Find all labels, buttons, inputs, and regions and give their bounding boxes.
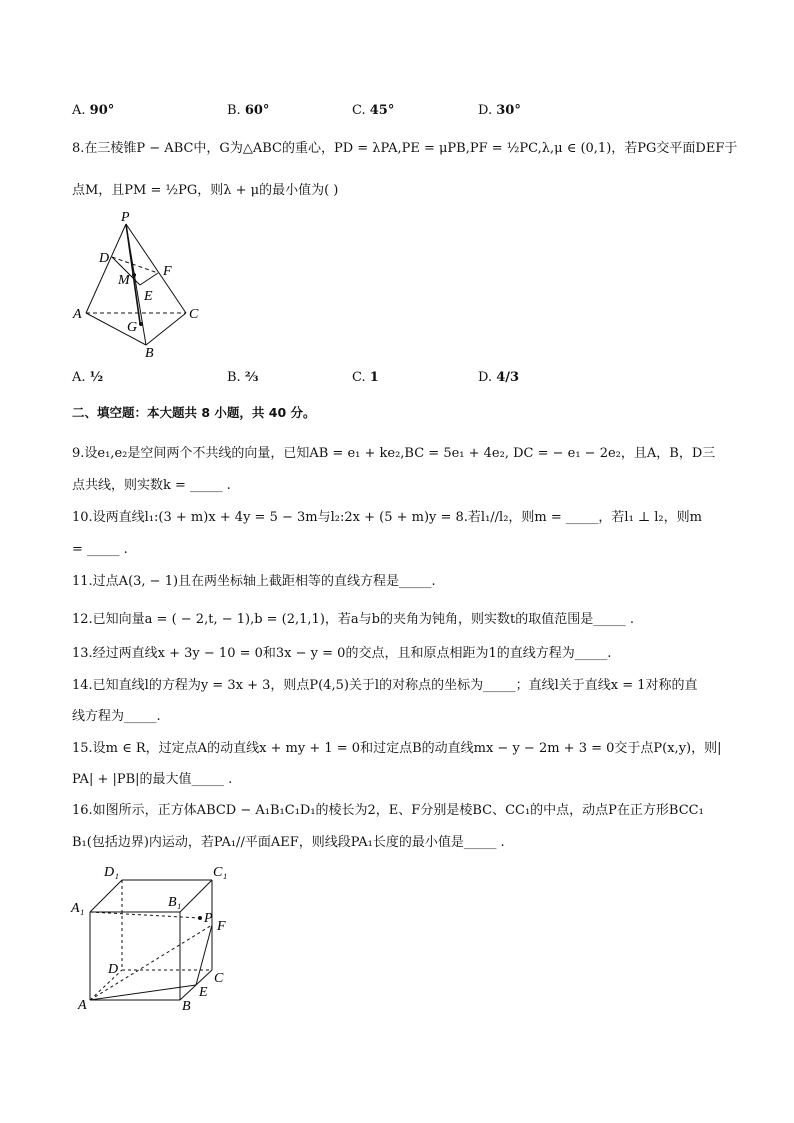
q16-label-p: P bbox=[204, 911, 213, 926]
q8-label-g: G bbox=[127, 320, 138, 335]
q16-label-c: C bbox=[214, 971, 224, 986]
q10-text-line1: 10.设两直线l₁:(3 + m)x + 4y = 5 − 3m与l₂:2x + (5 + m)y = 8.若l₁//l₂，则m = _____，若l₁ ⊥ l₂，则m bbox=[72, 510, 702, 525]
q16-label-e: E bbox=[199, 985, 208, 1000]
q8-option-b: B. ⅔ bbox=[227, 370, 259, 385]
q9-text-line2: 点共线，则实数k = _____ . bbox=[72, 478, 231, 493]
q16-label-d: D bbox=[108, 962, 119, 977]
q8-option-d: D. 4/3 bbox=[478, 370, 520, 385]
q7-options bbox=[72, 103, 712, 123]
q16-label-b: B bbox=[182, 999, 191, 1014]
q8-label-m: M bbox=[118, 273, 130, 288]
q8-tetrahedron-figure bbox=[68, 205, 218, 360]
q7-option-d: D. 30° bbox=[478, 103, 521, 118]
q14-text-line1: 14.已知直线l的方程为y = 3x + 3，则点P(4,5)关于l的对称点的坐标为_____；直线l关于直线x = 1对称的直 bbox=[72, 678, 698, 693]
q15-text-line1: 15.设m ∈ R，过定点A的动直线x + my + 1 = 0和过定点B的动直线mx − y − 2m + 3 = 0交于点P(x,y)，则| bbox=[72, 741, 722, 756]
q16-label-b1: B₁ bbox=[168, 895, 182, 910]
section2-header: 二、填空题：本大题共 8 小题，共 40 分。 bbox=[72, 405, 316, 420]
q8-option-c: C. 1 bbox=[352, 370, 379, 385]
q9-text-line1: 9.设e₁,e₂是空间两个不共线的向量，已知AB = e₁ + ke₂,BC = 5e₁ + 4e₂, DC = − e₁ − 2e₂，且A，B，D三 bbox=[72, 446, 716, 461]
q16-label-d1: D₁ bbox=[104, 865, 119, 880]
q8-label-p: P bbox=[121, 210, 130, 225]
q14-text-line2: 线方程为_____. bbox=[72, 709, 161, 724]
q8-options bbox=[72, 370, 712, 390]
q8-option-a: A. ½ bbox=[72, 370, 104, 385]
q16-text-line2: B₁(包括边界)内运动，若PA₁//平面AEF，则线段PA₁长度的最小值是_____ . bbox=[72, 835, 505, 850]
q8-text-line1: 8.在三棱锥P − ABC中，G为△ABC的重心，PD = λPA,PE = μPB,PF = ½PC,λ,μ ∈ (0,1)，若PG交平面DEF于 bbox=[72, 141, 738, 156]
q8-label-a: A bbox=[73, 307, 82, 322]
q10-text-line2: = _____ . bbox=[72, 542, 128, 557]
q8-text-line2: 点M，且PM = ½PG，则λ + μ的最小值为( ) bbox=[72, 183, 339, 198]
q7-option-c: C. 45° bbox=[352, 103, 395, 118]
q15-text-line2: PA| + |PB|的最大值_____ . bbox=[72, 772, 233, 787]
q16-text-line1: 16.如图所示，正方体ABCD − A₁B₁C₁D₁的棱长为2，E、F分别是棱BC、CC₁的中点，动点P在正方形BCC₁ bbox=[72, 803, 704, 818]
q12-text: 12.已知向量a = ( − 2,t, − 1),b = (2,1,1)，若a与b的夹角为钝角，则实数t的取值范围是_____ . bbox=[72, 612, 634, 627]
q8-label-f: F bbox=[163, 264, 172, 279]
q16-label-f: F bbox=[217, 919, 226, 934]
q8-label-e: E bbox=[144, 289, 153, 304]
q16-label-a1: A₁ bbox=[71, 901, 85, 916]
q16-label-c1: C₁ bbox=[213, 865, 228, 880]
q11-text: 11.过点A(3, − 1)且在两坐标轴上截距相等的直线方程是_____. bbox=[72, 574, 436, 589]
q8-label-c: C bbox=[189, 307, 199, 322]
q8-label-b: B bbox=[145, 346, 154, 360]
q16-label-a: A bbox=[78, 998, 87, 1013]
q13-text: 13.经过两直线x + 3y − 10 = 0和3x − y = 0的交点，且和原点相距为1的直线方程为_____. bbox=[72, 646, 612, 661]
q7-option-a: A. 90° bbox=[72, 103, 115, 118]
q16-cube-figure bbox=[68, 860, 248, 1015]
q8-label-d: D bbox=[99, 251, 110, 266]
q7-option-b: B. 60° bbox=[227, 103, 270, 118]
